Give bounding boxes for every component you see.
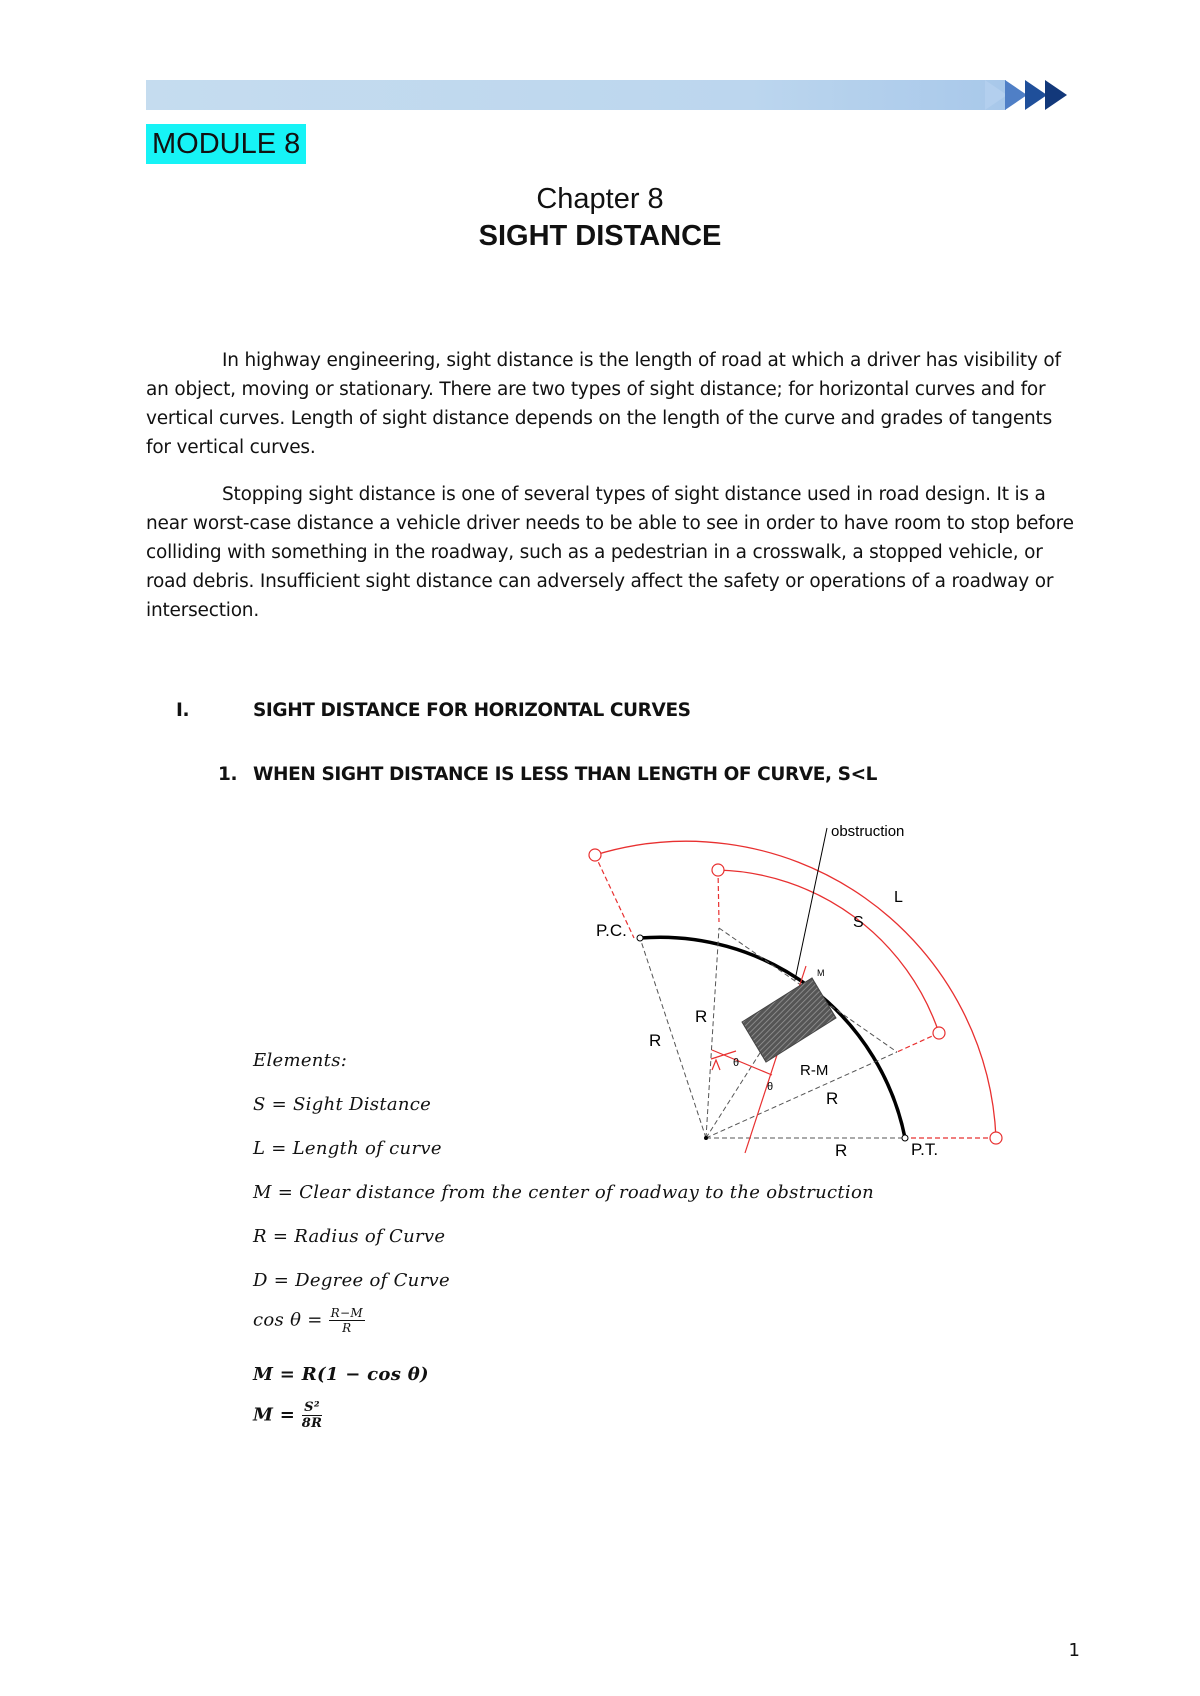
- label-L: L: [894, 889, 903, 906]
- label-S: S: [853, 914, 864, 931]
- label-R-middle: R: [695, 1007, 708, 1026]
- formula-m-sight-lhs: M =: [253, 1404, 302, 1426]
- intro-paragraph-1: [146, 346, 1076, 462]
- cos-theta-formula: [253, 1306, 365, 1335]
- obstruction-block: [742, 978, 836, 1062]
- page-number: 1: [1068, 1640, 1080, 1661]
- label-theta-2: θ: [767, 1081, 774, 1093]
- header-banner: [146, 80, 1006, 110]
- element-item: S = Sight Distance: [253, 1094, 432, 1115]
- label-theta-1: θ: [733, 1057, 740, 1069]
- cos-theta-lhs: cos θ =: [253, 1309, 329, 1331]
- module-label: MODULE 8: [146, 124, 306, 164]
- element-item: R = Radius of Curve: [253, 1226, 446, 1247]
- banner-chevron-icon: [985, 80, 1007, 110]
- section-number: I.: [176, 700, 190, 721]
- label-R-lower: R: [826, 1089, 839, 1108]
- intro-paragraph-1-text: In highway engineering, sight distance is the length of road at which a driver has visibility of an object, moving or stationary. There are two types of sight distance; for horizontal curves and for vertical curves. Length of sight distance depends on the length of the curve and grades of tangents for vertical curves.: [146, 350, 1061, 458]
- cos-theta-numerator: R−M: [330, 1306, 363, 1320]
- banner-chevron-icon: [1005, 80, 1027, 110]
- cos-theta-fraction: [329, 1306, 365, 1335]
- element-item: L = Length of curve: [253, 1138, 442, 1159]
- subsection-heading: WHEN SIGHT DISTANCE IS LESS THAN LENGTH OF CURVE, S<L: [253, 764, 878, 785]
- label-PT: P.T.: [911, 1140, 939, 1159]
- formula-m-sight: [253, 1400, 322, 1431]
- label-M: M: [817, 968, 825, 978]
- chapter-heading: Chapter 8: [536, 183, 664, 215]
- formula-m-sight-numerator: S²: [302, 1400, 322, 1416]
- horizontal-curve-diagram: [570, 800, 1010, 1170]
- label-obstruction: obstruction: [831, 823, 905, 840]
- intro-paragraph-2-text: Stopping sight distance is one of several types of sight distance used in road design. It is a near worst-case distance a vehicle driver needs to be able to see in order to have room to stop before colliding with something in the roadway, such as a pedestrian in a crosswalk, a stopped vehicle, or road debris. Insufficient sight distance can adversely affect the safety or operations of a roadway or intersection.: [146, 484, 1074, 621]
- label-PC: P.C.: [596, 921, 627, 940]
- label-R-left: R: [649, 1031, 662, 1050]
- section-heading: SIGHT DISTANCE FOR HORIZONTAL CURVES: [253, 700, 691, 721]
- element-item: D = Degree of Curve: [253, 1270, 450, 1291]
- banner-chevron-icon: [1025, 80, 1047, 110]
- subsection-number: 1.: [218, 764, 238, 785]
- element-item: M = Clear distance from the center of roadway to the obstruction: [253, 1182, 875, 1203]
- formula-m-cos: M = R(1 − cos θ): [253, 1364, 429, 1385]
- intro-paragraph-2: [146, 480, 1076, 625]
- label-R-M: R-M: [800, 1062, 829, 1079]
- banner-chevron-icon: [1045, 80, 1067, 110]
- formula-m-sight-fraction: [302, 1400, 322, 1431]
- formula-m-sight-denominator: 8R: [301, 1416, 323, 1431]
- page-title: SIGHT DISTANCE: [478, 220, 722, 252]
- elements-heading: Elements:: [253, 1050, 348, 1071]
- label-R-bottom: R: [835, 1141, 848, 1160]
- cos-theta-denominator: R: [342, 1321, 352, 1335]
